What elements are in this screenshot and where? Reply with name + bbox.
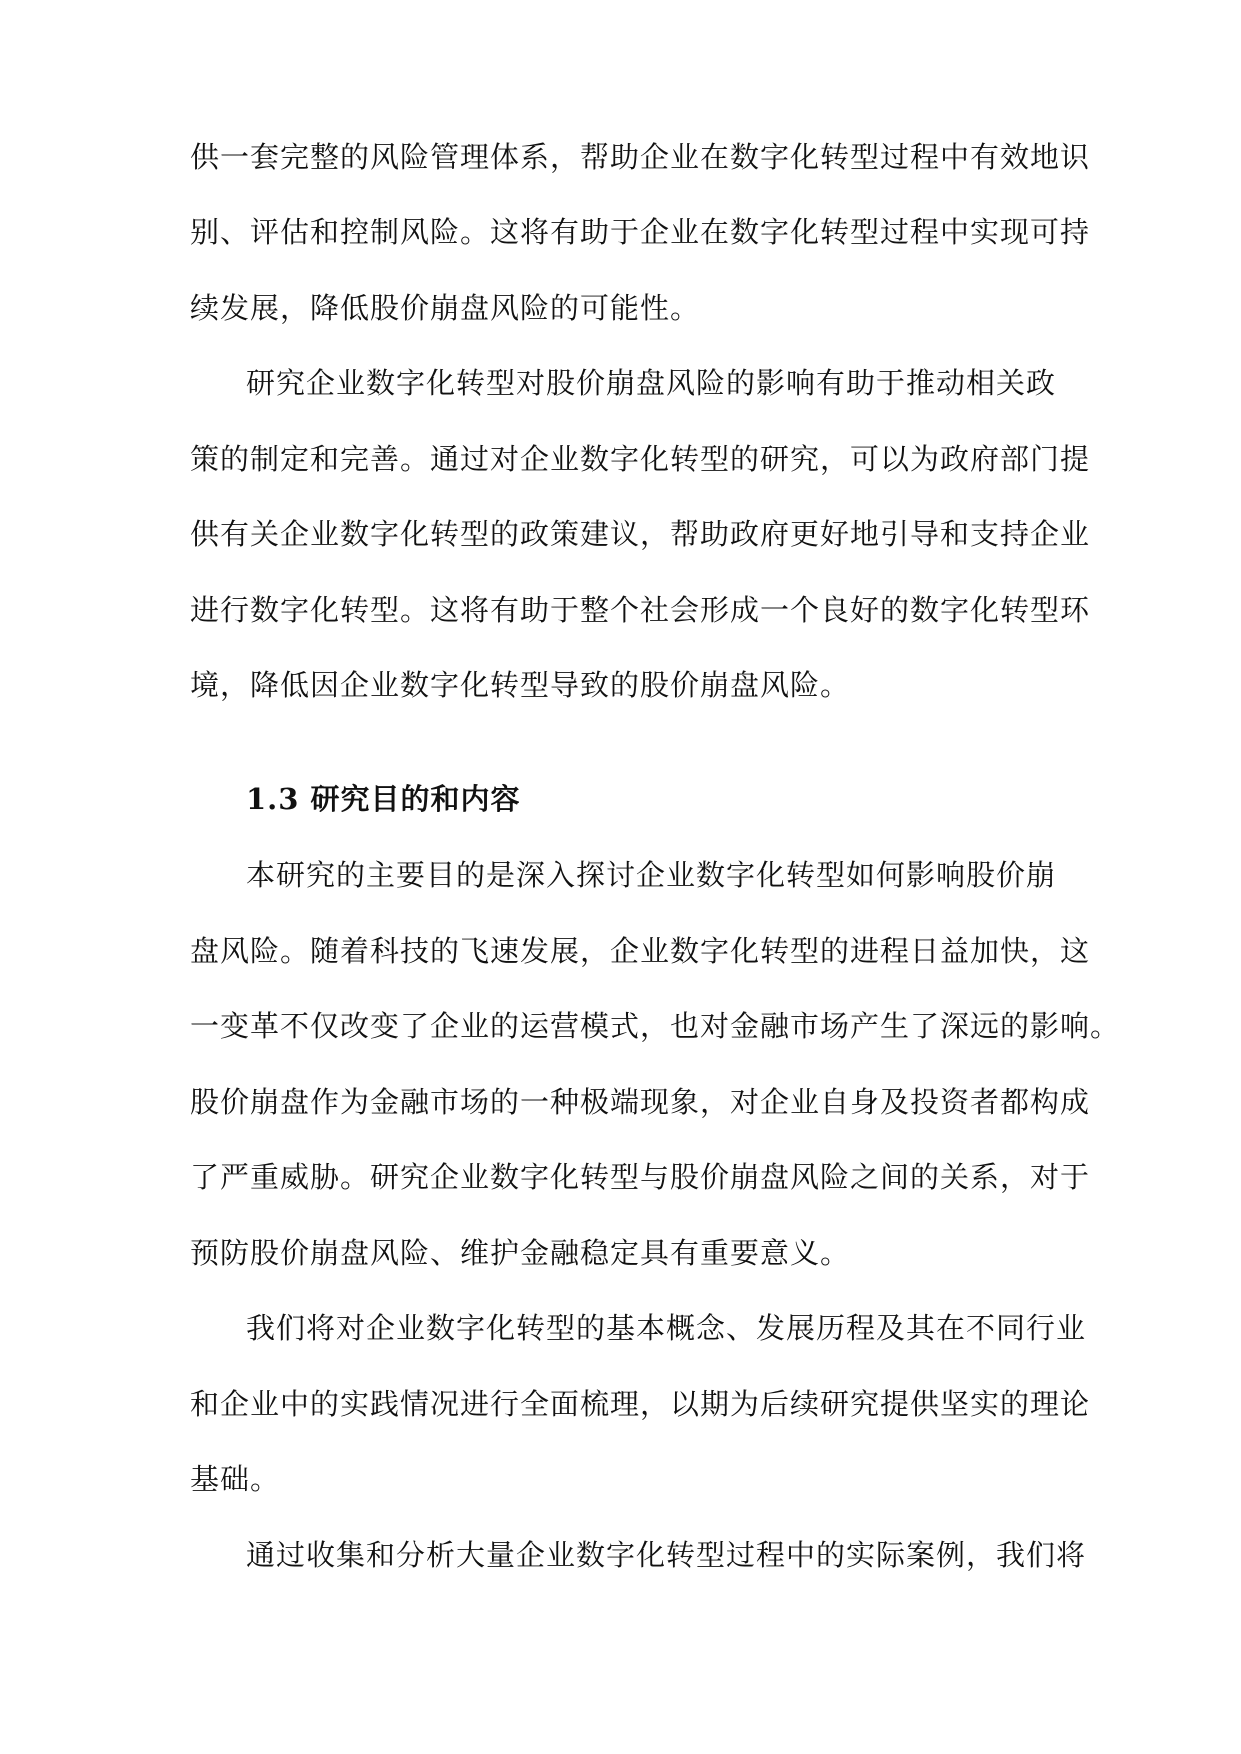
text-line: 研究企业数字化转型对股价崩盘风险的影响有助于推动相关政: [246, 366, 1057, 400]
text-line: 了严重威胁。研究企业数字化转型与股价崩盘风险之间的关系，对于: [190, 1160, 1091, 1194]
text-line: 我们将对企业数字化转型的基本概念、发展历程及其在不同行业: [246, 1311, 1087, 1345]
text-line: 续发展，降低股价崩盘风险的可能性。: [190, 291, 701, 325]
text-line: 供一套完整的风险管理体系，帮助企业在数字化转型过程中有效地识: [190, 140, 1091, 174]
text-line: 盘风险。随着科技的飞速发展，企业数字化转型的进程日益加快，这: [190, 934, 1091, 968]
text-line: 和企业中的实践情况进行全面梳理，以期为后续研究提供坚实的理论: [190, 1387, 1091, 1421]
text-line: 境，降低因企业数字化转型导致的股价崩盘风险。: [190, 668, 851, 702]
text-line: 股价崩盘作为金融市场的一种极端现象，对企业自身及投资者都构成: [190, 1085, 1091, 1119]
text-line: 通过收集和分析大量企业数字化转型过程中的实际案例，我们将: [246, 1538, 1087, 1572]
text-line: 一变革不仅改变了企业的运营模式，也对金融市场产生了深远的影响。: [190, 1009, 1121, 1043]
section-heading: 1.3 研究目的和内容: [246, 782, 521, 816]
text-line: 预防股价崩盘风险、维护金融稳定具有重要意义。: [190, 1236, 851, 1270]
text-line: 供有关企业数字化转型的政策建议，帮助政府更好地引导和支持企业: [190, 517, 1091, 551]
text-line: 本研究的主要目的是深入探讨企业数字化转型如何影响股价崩: [246, 858, 1057, 892]
text-line: 基础。: [190, 1462, 281, 1496]
text-line: 别、评估和控制风险。这将有助于企业在数字化转型过程中实现可持: [190, 215, 1091, 249]
text-line: 策的制定和完善。通过对企业数字化转型的研究，可以为政府部门提: [190, 442, 1091, 476]
text-line: 进行数字化转型。这将有助于整个社会形成一个良好的数字化转型环: [190, 593, 1091, 627]
